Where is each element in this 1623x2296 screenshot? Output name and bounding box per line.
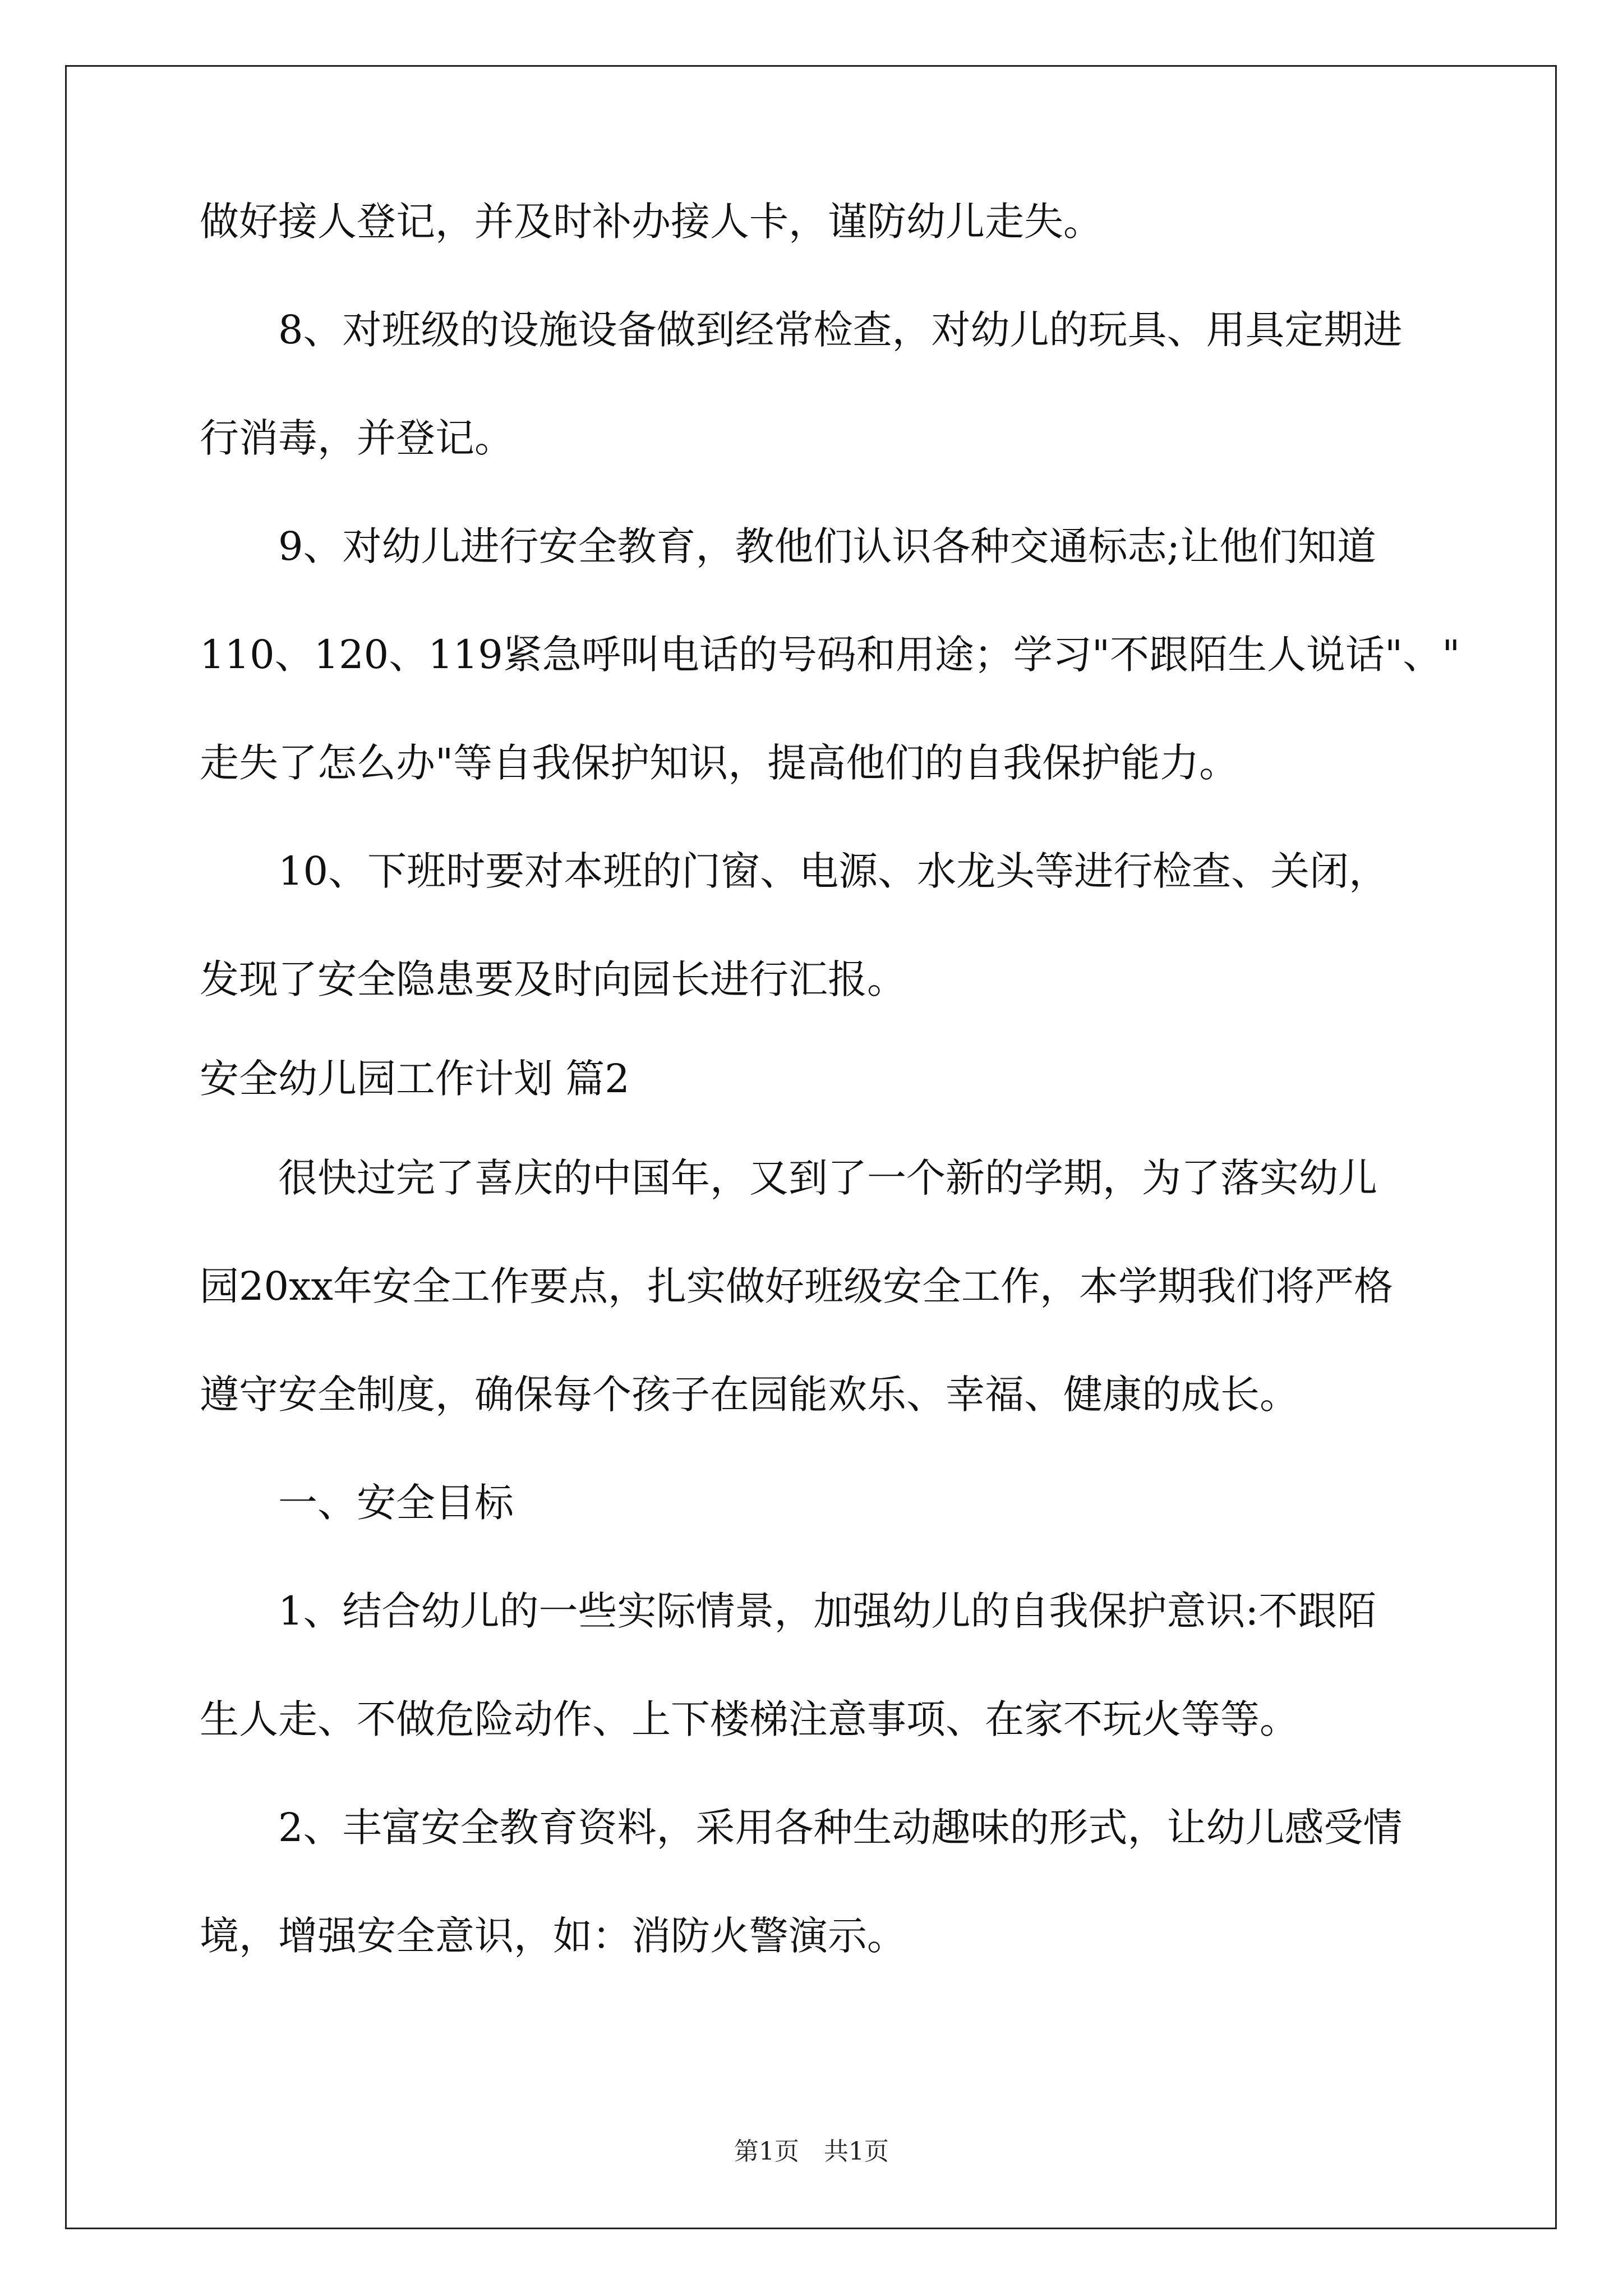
page-number: 第1页 共1页 — [734, 2137, 889, 2166]
text-line: 行消毒，并登记。 — [200, 415, 514, 461]
text-line: 2、丰富安全教育资料，采用各种生动趣味的形式，让幼儿感受情 — [200, 1805, 1403, 1851]
text-line: 1、结合幼儿的一些实际情景，加强幼儿的自我保护意识:不跟陌 — [200, 1588, 1377, 1634]
page-border — [65, 65, 1557, 2229]
text-line: 生人走、不做危险动作、上下楼梯注意事项、在家不玩火等等。 — [200, 1696, 1299, 1742]
text-line: 很快过完了喜庆的中国年，又到了一个新的学期，为了落实幼儿 — [200, 1155, 1377, 1201]
text-line: 园20xx年安全工作要点，扎实做好班级安全工作，本学期我们将严格 — [200, 1263, 1394, 1309]
text-line: 110、120、119紧急呼叫电话的号码和用途；学习"不跟陌生人说话"、" — [200, 632, 1460, 678]
section-heading: 安全幼儿园工作计划 篇2 — [200, 1056, 630, 1102]
text-line: 10、下班时要对本班的门窗、电源、水龙头等进行检查、关闭， — [200, 848, 1389, 894]
text-line: 9、对幼儿进行安全教育，教他们认识各种交通标志;让他们知道 — [200, 523, 1377, 569]
text-line: 遵守安全制度，确保每个孩子在园能欢乐、幸福、健康的成长。 — [200, 1372, 1299, 1418]
subsection-heading: 一、安全目标 — [200, 1480, 514, 1526]
text-line: 走失了怎么办"等自我保护知识，提高他们的自我保护能力。 — [200, 740, 1239, 786]
text-line: 境，增强安全意识，如：消防火警演示。 — [200, 1913, 906, 1959]
text-line: 8、对班级的设施设备做到经常检查，对幼儿的玩具、用具定期进 — [200, 307, 1403, 353]
text-line: 做好接人登记，并及时补办接人卡，谨防幼儿走失。 — [200, 199, 1103, 245]
text-line: 发现了安全隐患要及时向园长进行汇报。 — [200, 956, 906, 1002]
